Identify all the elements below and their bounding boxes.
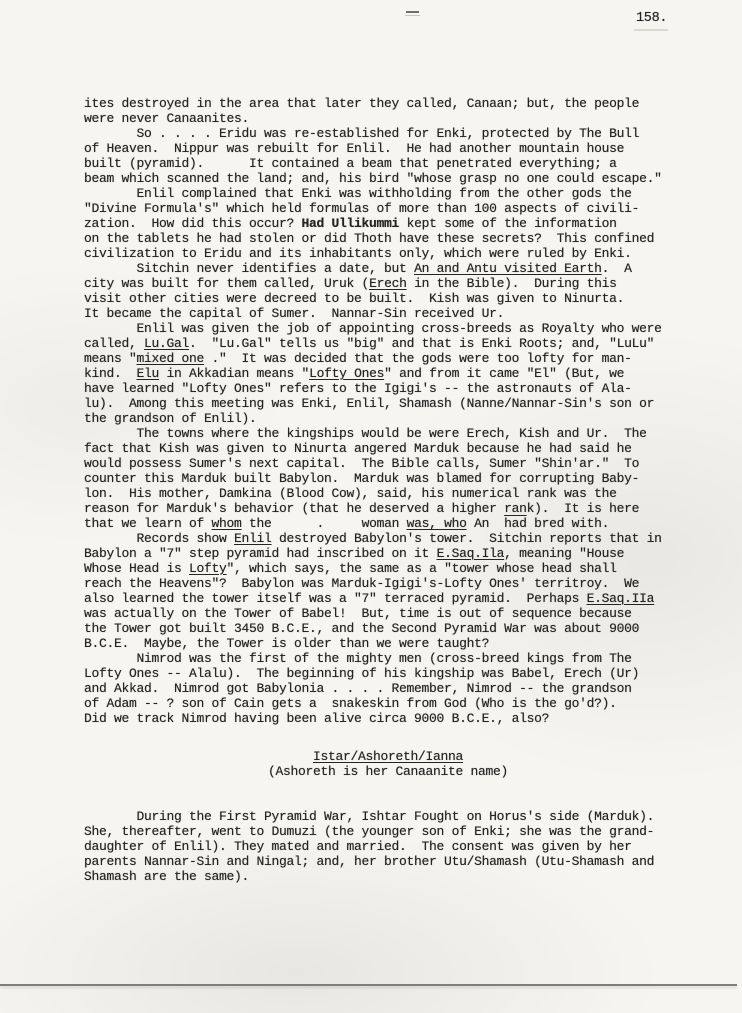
text-segment: on the tablets he had stolen or did Thoth have these secrets? This confined — [84, 231, 655, 246]
text-segment: ", which says, the same as a "tower whose head shall — [226, 561, 617, 576]
text-line — [84, 306, 692, 321]
text-line — [84, 456, 692, 471]
text-segment: , meaning "House — [504, 546, 625, 561]
text-line — [84, 471, 692, 486]
text-segment: in the Bible). During this — [406, 276, 617, 291]
text-line — [84, 291, 692, 306]
text-segment: Elu — [136, 366, 160, 381]
paragraph — [84, 321, 692, 426]
text-line — [84, 201, 692, 216]
text-line — [84, 186, 692, 201]
text-line — [84, 246, 692, 261]
text-line — [84, 869, 692, 884]
text-line — [84, 321, 692, 336]
text-segment: of Adam -- ? son of Cain gets a snakeskin from God (Who is the go'd?). — [84, 696, 617, 711]
text-line — [84, 749, 692, 764]
paragraph — [84, 809, 692, 884]
text-segment: Istar/Ashoreth/Ianna — [312, 748, 464, 764]
text-line — [84, 171, 692, 186]
paragraph — [84, 426, 692, 531]
text-line — [84, 621, 692, 636]
text-segment: of Heaven. Nippur was rebuilt for Enlil. He had another mountain house — [84, 141, 625, 156]
text-line — [84, 636, 692, 651]
text-segment: " and from it came "El" (But, we — [384, 366, 625, 381]
text-segment: "Divine Formula's" which held formulas of more than 100 aspects of civili- — [84, 201, 640, 216]
text-segment: B.C.E. Maybe, the Tower is older than we were taught? — [84, 636, 490, 651]
text-segment: (Ashoreth is her Canaanite name) — [267, 763, 509, 779]
text-segment: in Akkadian means " — [159, 366, 310, 381]
text-segment: lon. His mother, Damkina (Blood Cow), said, his numerical rank was the — [84, 486, 617, 501]
text-segment: Lu.Gal — [144, 336, 190, 351]
text-line — [84, 764, 692, 779]
paragraph — [84, 651, 692, 726]
text-segment: During the First Pyramid War, Ishtar Fought on Horus's side (Marduk). — [84, 808, 655, 824]
text-line — [84, 141, 692, 156]
text-line — [84, 231, 692, 246]
text-segment: Enlil — [234, 531, 272, 546]
paragraph — [84, 126, 692, 186]
text-line — [84, 486, 692, 501]
text-segment: city was built for them called, Uruk ( — [84, 276, 370, 291]
paragraph — [84, 186, 692, 261]
text-line — [84, 696, 692, 711]
text-segment: It became the capital of Sumer. Nannar-Sin received Ur. — [84, 306, 505, 321]
text-line — [84, 156, 692, 171]
text-segment: parents Nannar-Sin and Ningal; and, her brother Utu/Shamash (Utu-Shamash and — [84, 853, 655, 869]
text-segment: An — [466, 516, 505, 531]
text-line — [84, 396, 692, 411]
text-segment: daughter of Enlil). They mated and married. The consent was given by her — [84, 838, 632, 854]
text-line — [84, 216, 692, 231]
text-segment: reach the Heavens"? Babylon was Marduk-Igigi's-Lofty Ones' territroy. We — [84, 576, 640, 591]
text-line — [84, 426, 692, 441]
text-segment: means " — [84, 351, 137, 366]
text-segment: also learned the tower itself was a "7" terraced pyramid. Perhaps — [84, 591, 587, 606]
text-segment: the grandson of Enlil). — [84, 411, 257, 426]
text-segment: So . . . . Eridu was re-established for Enki, protected by The Bull — [84, 126, 640, 141]
text-segment: She, thereafter, went to Dumuzi (the younger son of Enki; she was the grand- — [84, 823, 655, 839]
text-segment: ." It was decided that the gods were too lofty for man- — [204, 351, 632, 366]
text-segment: bred with. — [526, 516, 610, 531]
text-line — [84, 366, 692, 381]
paragraph — [84, 261, 692, 321]
text-segment: Records show — [84, 531, 235, 546]
text-line — [84, 336, 692, 351]
text-segment: was, who — [406, 516, 467, 531]
text-line — [84, 351, 692, 366]
text-segment: Erech — [369, 276, 407, 291]
text-line — [84, 276, 692, 291]
text-line — [84, 381, 692, 396]
text-line — [84, 126, 692, 141]
text-line — [84, 824, 692, 839]
text-segment: fact that Kish was given to Ninurta angered Marduk because he had said he — [84, 441, 632, 456]
text-segment: zation. How did this occur? — [84, 216, 302, 231]
section-heading-line — [84, 749, 692, 764]
text-segment: beam which scanned the land; and, his bird "whose grasp no one could escape." — [84, 171, 662, 186]
text-segment: Enlil was given the job of appointing cross-breeds as Royalty who were — [84, 321, 662, 336]
text-line — [84, 666, 692, 681]
text-line — [84, 576, 692, 591]
text-segment: Lofty Ones — [309, 366, 385, 381]
text-segment: Lofty — [189, 561, 227, 576]
text-line — [84, 411, 692, 426]
text-segment: . "Lu.Gal" tells us "big" and that is Enki Roots; and, "LuLu" — [189, 336, 655, 351]
text-segment: visit other cities were decreed to be built. Kish was given to Ninurta. — [84, 291, 625, 306]
scan-artifact-dash-faint — [405, 15, 420, 16]
text-line — [84, 809, 692, 824]
text-segment: kept some of the information — [399, 216, 617, 231]
text-line — [84, 561, 692, 576]
paragraph — [84, 531, 692, 651]
text-line — [84, 854, 692, 869]
scan-artifact-dash — [406, 11, 419, 13]
text-segment: Babylon a "7" step pyramid had inscribed on it — [84, 546, 437, 561]
text-line — [84, 501, 692, 516]
text-segment: built (pyramid). It contained a beam that penetrated everything; a — [84, 156, 617, 171]
text-segment: and Akkad. Nimrod got Babylonia . . . . Remember, Nimrod -- the grandson — [84, 681, 632, 696]
page-number: 158. — [636, 11, 668, 26]
text-segment: the . woman — [241, 516, 407, 531]
text-segment: whom — [211, 516, 242, 531]
text-segment: called, — [84, 336, 145, 351]
text-line — [84, 711, 692, 726]
text-segment: Did we track Nimrod having been alive circa 9000 B.C.E., also? — [84, 711, 550, 726]
text-segment: Lofty Ones -- Alalu). The beginning of his kingship was Babel, Erech (Ur) — [84, 666, 640, 681]
text-segment: Enlil complained that Enki was withholding from the other gods the — [84, 186, 632, 201]
text-segment: Nimrod was the first of the mighty men (cross-breed kings from The — [84, 651, 632, 666]
text-line — [84, 96, 692, 111]
text-segment: kind. — [84, 366, 137, 381]
text-line — [84, 516, 692, 531]
text-segment: ites destroyed in the area that later they called, Canaan; but, the people — [84, 96, 640, 111]
paragraph-gap — [84, 779, 692, 809]
text-line — [84, 531, 692, 546]
text-segment: destroyed Babylon's tower. Sitchin reports that in — [271, 531, 662, 546]
text-line — [84, 839, 692, 854]
text-segment: that we learn of — [84, 516, 212, 531]
text-segment: mixed one — [136, 351, 205, 366]
text-segment: The towns where the kingships would be were Erech, Kish and Ur. The — [84, 426, 647, 441]
text-line — [84, 441, 692, 456]
text-segment: counter this Marduk built Babylon. Marduk was blamed for corrupting Baby- — [84, 471, 640, 486]
text-segment: Shamash are the same). — [84, 868, 250, 884]
text-segment: Whose Head is — [84, 561, 190, 576]
text-segment: An and Antu visited Earth — [414, 261, 602, 276]
typed-text — [84, 96, 692, 884]
text-segment: Had Ullikummi — [301, 216, 400, 231]
page-number-underline-smudge — [634, 29, 668, 31]
text-segment: . A — [601, 261, 632, 276]
text-segment: was actually on the Tower of Babel! But, time is out of sequence because — [84, 606, 632, 621]
text-segment: $\overline{had}$ — [504, 516, 527, 531]
text-line — [84, 111, 692, 126]
text-line — [84, 591, 692, 606]
text-line — [84, 681, 692, 696]
paragraph — [84, 96, 692, 126]
text-segment: have learned "Lofty Ones" refers to the Igigi's -- the astronauts of Ala- — [84, 381, 632, 396]
text-segment: E.Saq.Ila — [436, 546, 505, 561]
text-segment: E.Saq.IIa — [586, 591, 655, 606]
section-heading-line — [84, 764, 692, 779]
text-line — [84, 651, 692, 666]
text-line — [84, 261, 692, 276]
text-segment: the Tower got built 3450 B.C.E., and the Second Pyramid War was about 9000 — [84, 621, 640, 636]
text-segment: lu). Among this meeting was Enki, Enlil, Shamash (Nanne/Nannar-Sin's son or — [84, 396, 655, 411]
scan-artifact-bottom-line — [0, 984, 737, 986]
text-segment: civilization to Eridu and its inhabitants only, which were ruled by Enki. — [84, 246, 632, 261]
text-segment: Sitchin never identifies a date, but — [84, 261, 415, 276]
text-line — [84, 546, 692, 561]
paragraph-gap — [84, 726, 692, 749]
text-line — [84, 606, 692, 621]
text-segment: reason for Marduk's behavior (that he deserved a higher rank). It is here — [84, 501, 640, 516]
text-segment: were never Canaanites. — [84, 111, 250, 126]
text-segment: would possess Sumer's next capital. The Bible calls, Sumer "Shin'ar." To — [84, 456, 640, 471]
